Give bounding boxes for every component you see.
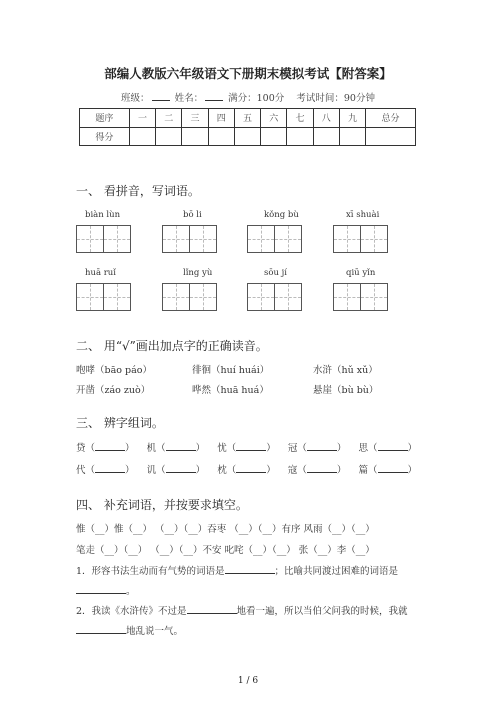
writing-grid[interactable] xyxy=(76,283,130,311)
reading-item: 悬崖（bù bù） xyxy=(313,385,379,396)
class-blank xyxy=(152,92,170,101)
char: 代 xyxy=(76,465,86,476)
answer-blank[interactable] xyxy=(378,464,408,473)
header-cell: 五 xyxy=(234,109,260,128)
question-text: ；比喻共同渡过困难的词语是 xyxy=(274,566,399,577)
score-cell[interactable] xyxy=(234,127,260,146)
score-cell[interactable] xyxy=(129,127,155,146)
page-title: 部编人教版六年级语文下册期末模拟考试【附答案】 xyxy=(104,66,392,81)
writing-grid[interactable] xyxy=(247,225,301,253)
writing-grid[interactable] xyxy=(247,283,301,311)
answer-blank[interactable] xyxy=(166,442,196,451)
header-cell: 八 xyxy=(313,109,339,128)
name-label: 姓名： xyxy=(174,93,204,104)
pinyin: huā ruǐ xyxy=(85,268,116,278)
question-text: 1．形容书法生动而有气势的词语是 xyxy=(76,566,225,577)
score-table-header xyxy=(80,109,416,128)
char: 寇 xyxy=(287,465,298,476)
word-group-row: 贷（ ） 机（ ） 忧（ ） 冠（ ） 思（ ） xyxy=(76,443,418,454)
reading-item: 水浒（hǔ xǔ） xyxy=(313,365,378,376)
score-cell[interactable] xyxy=(287,127,313,146)
score-cell[interactable] xyxy=(156,127,182,146)
char: 忧 xyxy=(217,443,227,454)
answer-blank[interactable] xyxy=(307,464,337,473)
section3-title: 三、 辨字组词。 xyxy=(76,416,164,430)
reading-item: 开凿（záo zuò） xyxy=(76,385,151,396)
char: 机 xyxy=(146,443,157,454)
header-cell: 四 xyxy=(208,109,234,128)
header-cell: 题序 xyxy=(80,109,130,128)
question-text: 地乱说一气。 xyxy=(126,626,184,637)
answer-blank[interactable] xyxy=(236,442,266,451)
idiom-line: 惟（__）惟（__） （__）（__）吞枣 （__）（__）有序 风雨（__）（__） xyxy=(76,524,375,535)
question-1-cont xyxy=(76,583,136,597)
exam-info xyxy=(0,90,496,104)
answer-blank[interactable] xyxy=(236,464,266,473)
reading-item: 咆哮（bāo páo） xyxy=(76,365,152,376)
answer-blank[interactable] xyxy=(225,565,275,574)
section2-title: 二、 用“√”画出加点字的正确读音。 xyxy=(76,339,268,353)
pinyin: xī shuài xyxy=(346,210,380,220)
answer-blank[interactable] xyxy=(76,625,126,634)
answer-blank[interactable] xyxy=(95,464,125,473)
writing-grid[interactable] xyxy=(333,225,387,253)
reading-item: 徘徊（huí huái） xyxy=(192,365,270,376)
class-label: 班级： xyxy=(121,93,150,104)
header-cell: 三 xyxy=(182,109,208,128)
writing-grid[interactable] xyxy=(76,225,130,253)
reading-item: 哗然（huā huá） xyxy=(192,385,269,396)
question-text: 2．我读《水浒传》不过是 xyxy=(76,606,187,617)
char: 讥 xyxy=(146,465,157,476)
header-cell: 一 xyxy=(129,109,155,128)
header-cell: 七 xyxy=(287,109,313,128)
answer-blank[interactable] xyxy=(76,585,126,594)
question-text: 。 xyxy=(126,586,136,597)
page-number: 1 / 6 xyxy=(237,676,259,686)
exam-time: 考试时间：90分钟 xyxy=(296,93,375,104)
score-cell[interactable] xyxy=(339,127,365,146)
pinyin: kǒng bù xyxy=(264,210,299,220)
full-score: 满分：100分 xyxy=(228,93,285,104)
header-cell: 六 xyxy=(261,109,287,128)
writing-grid[interactable] xyxy=(162,225,216,253)
writing-grid[interactable] xyxy=(162,283,216,311)
score-table-row xyxy=(80,127,416,146)
char: 枕 xyxy=(217,465,227,476)
question-text: 地看一遍，所以当伯父问我的时候，我就 xyxy=(236,606,408,617)
char: 贷 xyxy=(76,443,86,454)
answer-blank[interactable] xyxy=(378,442,408,451)
header-cell: 九 xyxy=(339,109,365,128)
score-cell[interactable] xyxy=(182,127,208,146)
question-2 xyxy=(76,603,408,617)
score-row-label: 得分 xyxy=(80,127,130,146)
answer-blank[interactable] xyxy=(166,464,196,473)
pinyin: lǐng yù xyxy=(183,268,213,278)
answer-blank[interactable] xyxy=(187,605,237,614)
question-2-cont xyxy=(76,623,183,637)
answer-blank[interactable] xyxy=(95,442,125,451)
pinyin: bō li xyxy=(183,210,202,220)
word-group-row: 代（ ） 讥（ ） 枕（ ） 寇（ ） 篇（ ） xyxy=(76,465,418,476)
writing-grid[interactable] xyxy=(333,283,387,311)
score-cell[interactable] xyxy=(313,127,339,146)
question-1 xyxy=(76,563,398,577)
section1-title: 一、 看拼音，写词语。 xyxy=(76,184,200,198)
idiom-line: 笔走（__）（__） （__）（__）不安 叱咤（__）（__） 张（__）李（__） xyxy=(76,545,375,556)
score-cell[interactable] xyxy=(208,127,234,146)
header-cell: 总分 xyxy=(366,109,416,128)
pinyin: qiū yǐn xyxy=(346,268,376,278)
char: 冠 xyxy=(287,443,298,454)
header-cell: 二 xyxy=(156,109,182,128)
score-table xyxy=(79,108,416,146)
pinyin: biàn lùn xyxy=(85,210,121,220)
section4-title: 四、 补充词语，并按要求填空。 xyxy=(76,498,248,512)
char: 思 xyxy=(358,443,369,454)
score-cell[interactable] xyxy=(261,127,287,146)
answer-blank[interactable] xyxy=(307,442,337,451)
pinyin: sōu jí xyxy=(264,268,288,278)
score-cell[interactable] xyxy=(366,127,416,146)
name-blank xyxy=(205,92,223,101)
char: 篇 xyxy=(358,465,369,476)
